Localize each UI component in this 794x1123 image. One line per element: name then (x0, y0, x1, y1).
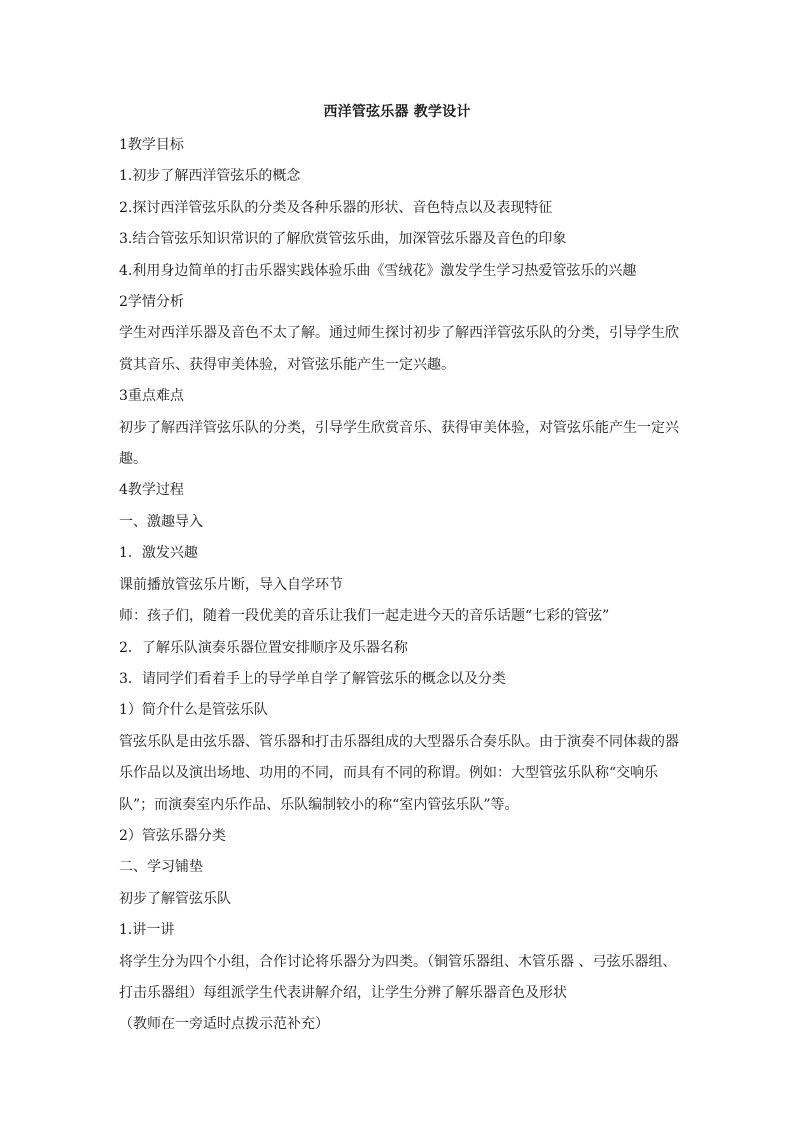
section-heading-analysis: 2学情分析 (119, 294, 184, 311)
step-item: 1．激发兴趣 (119, 545, 198, 562)
body-paragraph: 课前播放管弦乐片断，导入自学环节 (119, 576, 343, 593)
step-item: 3．请同学们看着手上的导学单自学了解管弦乐的概念以及分类 (119, 670, 506, 687)
step-item: 1.讲一讲 (119, 922, 175, 939)
key-points-paragraph: 初步了解西洋管弦乐队的分类，引导学生欣赏音乐、获得审美体验，对管弦乐能产生一定兴趣。 (119, 419, 679, 468)
section-heading-key-points: 3重点难点 (119, 388, 184, 405)
objective-item: 3.结合管弦乐知识常识的了解欣赏管弦乐曲，加深管弦乐器及音色的印象 (119, 231, 567, 248)
orchestra-paragraph: 管弦乐队是由弦乐器、管乐器和打击乐器组成的大型器乐合奏乐队。由于演奏不同体裁的器乐作品以及演出场地、功用的不同，而具有不同的称谓。例如：大型管弦乐队称“交响乐队”；而演奏室内乐作品、乐队编制较小的称“室内管弦乐队”等。 (119, 733, 679, 813)
section-heading-objectives: 1教学目标 (119, 137, 184, 153)
objective-item: 2.探讨西洋管弦乐队的分类及各种乐器的形状、音色特点以及表现特征 (119, 199, 553, 216)
step-item: 2．了解乐队演奏乐器位置安排顺序及乐器名称 (119, 639, 408, 656)
sub-step-item: 2）管弦乐器分类 (119, 827, 226, 844)
section-heading-process: 4教学过程 (119, 482, 184, 499)
body-paragraph: 师：孩子们，随着一段优美的音乐让我们一起走进今天的音乐话题“七彩的管弦” (119, 608, 610, 625)
objective-item: 1.初步了解西洋管弦乐的概念 (119, 168, 301, 185)
document-body (119, 130, 685, 1041)
objective-item: 4.利用身边简单的打击乐器实践体验乐曲《雪绒花》激发学生学习热爱管弦乐的兴趣 (119, 262, 637, 279)
document-title: 西洋管弦乐器 教学设计 (323, 104, 471, 120)
body-paragraph: 初步了解管弦乐队 (119, 890, 231, 907)
subsection-heading: 二、学习铺垫 (119, 859, 203, 876)
body-paragraph: （教师在一旁适时点拨示范补充） (119, 1016, 329, 1033)
subsection-heading: 一、激趣导入 (119, 513, 203, 530)
sub-step-item: 1）简介什么是管弦乐队 (119, 702, 268, 719)
analysis-paragraph: 学生对西洋乐器及音色不太了解。通过师生探讨初步了解西洋管弦乐队的分类，引导学生欣赏其音乐、获得审美体验，对管弦乐能产生一定兴趣。 (119, 325, 679, 373)
group-paragraph: 将学生分为四个小组，合作讨论将乐器分为四类。（铜管乐器组、木管乐器 、弓弦乐器组、打击乐器组）每组派学生代表讲解介绍，让学生分辨了解乐器音色及形状 (119, 953, 677, 1001)
